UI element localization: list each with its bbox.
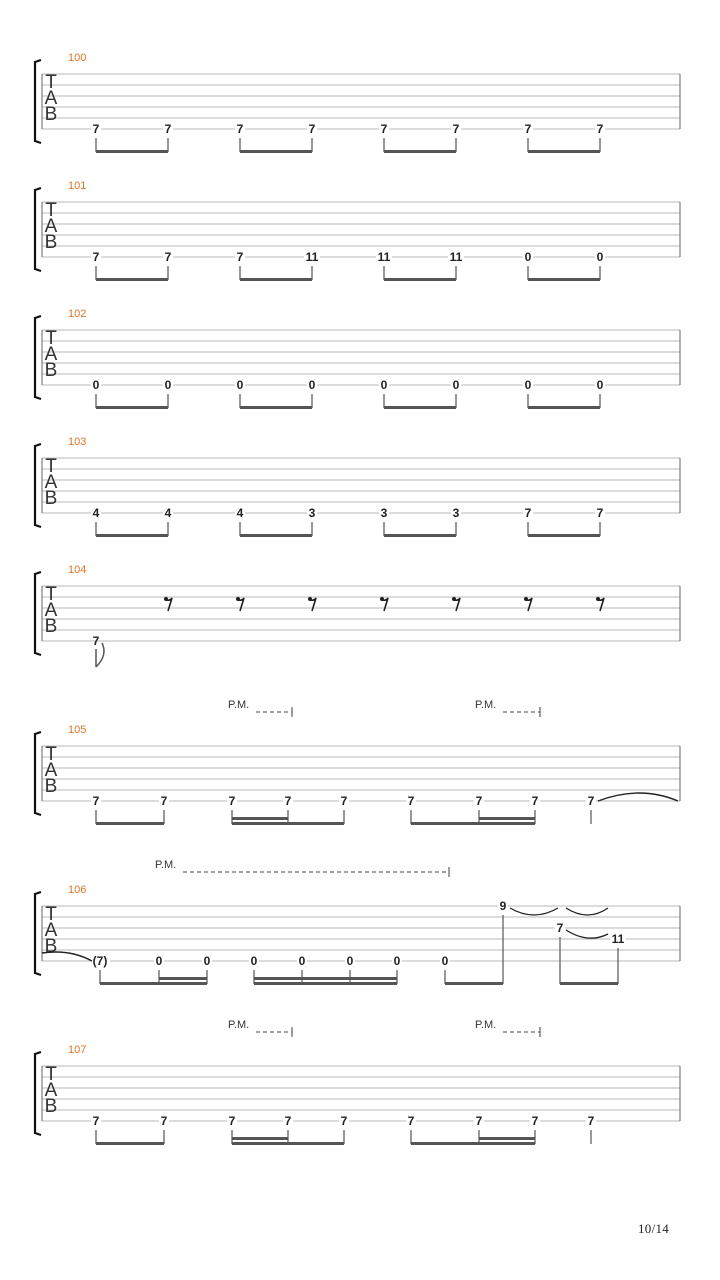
measure-104 bbox=[35, 564, 680, 667]
eighth-rest-stroke bbox=[166, 598, 172, 611]
fret-number: 3 bbox=[308, 506, 316, 520]
fret-number: 7 bbox=[160, 794, 168, 808]
beam bbox=[445, 982, 503, 985]
fret-number: 7 bbox=[531, 1114, 539, 1128]
fret-number: 0 bbox=[164, 378, 172, 392]
fret-number: 0 bbox=[393, 954, 401, 968]
tab-clef-letter: A bbox=[44, 760, 58, 781]
palm-mute-label: P.M. bbox=[228, 699, 250, 711]
secondary-beam bbox=[479, 817, 535, 820]
fret-number: 3 bbox=[380, 506, 388, 520]
fret-number: 7 bbox=[407, 1114, 415, 1128]
fret-number: 7 bbox=[452, 122, 460, 136]
tab-clef-letter: A bbox=[44, 920, 58, 941]
tab-clef-letter: B bbox=[44, 776, 58, 797]
eighth-rest-stroke bbox=[382, 598, 388, 611]
tab-clef-letter: T bbox=[45, 200, 57, 221]
fret-number: 7 bbox=[475, 794, 483, 808]
fret-number: 0 bbox=[155, 954, 163, 968]
beam bbox=[411, 822, 535, 825]
tab-clef-letter: T bbox=[45, 904, 57, 925]
fret-number: 0 bbox=[596, 378, 604, 392]
beam bbox=[96, 150, 168, 153]
bar-number: 104 bbox=[68, 564, 87, 576]
fret-number: 7 bbox=[228, 794, 236, 808]
measure-103 bbox=[35, 436, 680, 537]
fret-number: 7 bbox=[92, 794, 100, 808]
palm-mute-label: P.M. bbox=[475, 1019, 497, 1031]
palm-mute-label: P.M. bbox=[228, 1019, 250, 1031]
fret-number: 7 bbox=[587, 794, 595, 808]
tab-clef-letter: A bbox=[44, 216, 58, 237]
system-bracket bbox=[35, 892, 41, 975]
fret-number: 7 bbox=[380, 122, 388, 136]
system-bracket bbox=[35, 572, 41, 655]
page-number: 10/14 bbox=[638, 1221, 670, 1236]
fret-number: 7 bbox=[228, 1114, 236, 1128]
fret-number: 0 bbox=[441, 954, 449, 968]
fret-number: 7 bbox=[160, 1114, 168, 1128]
tab-clef-letter: T bbox=[45, 328, 57, 349]
fret-number: 0 bbox=[380, 378, 388, 392]
fret-number: 0 bbox=[298, 954, 306, 968]
fret-number: 7 bbox=[236, 122, 244, 136]
secondary-beam bbox=[254, 977, 397, 980]
measure-105 bbox=[35, 699, 680, 825]
fret-number: 7 bbox=[164, 250, 172, 264]
bar-number: 102 bbox=[68, 308, 87, 320]
fret-number: 7 bbox=[92, 634, 100, 648]
tab-clef-letter: B bbox=[44, 360, 58, 381]
tab-clef-letter: T bbox=[45, 456, 57, 477]
system-bracket bbox=[35, 444, 41, 527]
fret-number: 11 bbox=[377, 250, 391, 264]
tab-clef-letter: T bbox=[45, 744, 57, 765]
tab-clef-letter: B bbox=[44, 1096, 58, 1117]
beam bbox=[384, 406, 456, 409]
bar-number: 107 bbox=[68, 1044, 87, 1056]
tab-clef-letter: B bbox=[44, 104, 58, 125]
fret-number: 7 bbox=[308, 122, 316, 136]
tab-clef-letter: A bbox=[44, 344, 58, 365]
bar-number: 105 bbox=[68, 724, 87, 736]
bar-number: 106 bbox=[68, 884, 87, 896]
fret-number: 7 bbox=[284, 1114, 292, 1128]
fret-number: 7 bbox=[284, 794, 292, 808]
tie bbox=[598, 793, 678, 801]
fret-number: 7 bbox=[340, 1114, 348, 1128]
secondary-beam bbox=[232, 1137, 288, 1140]
fret-number: 7 bbox=[524, 506, 532, 520]
eighth-rest-stroke bbox=[310, 598, 316, 611]
bar-number: 103 bbox=[68, 436, 87, 448]
beam bbox=[411, 1142, 535, 1145]
beam bbox=[100, 982, 207, 985]
eighth-rest-stroke bbox=[526, 598, 532, 611]
palm-mute-label: P.M. bbox=[475, 699, 497, 711]
beam bbox=[528, 278, 600, 281]
secondary-beam bbox=[159, 977, 207, 980]
tab-clef-letter: T bbox=[45, 1064, 57, 1085]
fret-number: 7 bbox=[596, 506, 604, 520]
fret-number: 7 bbox=[524, 122, 532, 136]
tab-clef-letter: B bbox=[44, 488, 58, 509]
secondary-beam bbox=[479, 1137, 535, 1140]
beam bbox=[240, 534, 312, 537]
measure-101 bbox=[35, 180, 680, 281]
beam bbox=[254, 982, 397, 985]
beam bbox=[384, 278, 456, 281]
beam bbox=[384, 150, 456, 153]
fret-number: 0 bbox=[250, 954, 258, 968]
fret-number: 0 bbox=[524, 378, 532, 392]
fret-number: 11 bbox=[449, 250, 463, 264]
fret-number: 0 bbox=[92, 378, 100, 392]
beam bbox=[232, 822, 344, 825]
fret-number: 0 bbox=[346, 954, 354, 968]
palm-mute-label: P.M. bbox=[155, 859, 177, 871]
system-bracket bbox=[35, 732, 41, 815]
system-bracket bbox=[35, 316, 41, 399]
fret-number: 7 bbox=[556, 921, 564, 935]
beam bbox=[96, 406, 168, 409]
beam bbox=[240, 150, 312, 153]
fret-number: (7) bbox=[92, 954, 108, 968]
tab-clef-letter: B bbox=[44, 936, 58, 957]
bar-number: 100 bbox=[68, 52, 87, 64]
fret-number: 7 bbox=[92, 1114, 100, 1128]
tab-clef-letter: A bbox=[44, 472, 58, 493]
measure-102 bbox=[35, 308, 680, 409]
fret-number: 7 bbox=[587, 1114, 595, 1128]
fret-number: 7 bbox=[407, 794, 415, 808]
fret-number: 3 bbox=[452, 506, 460, 520]
fret-number: 0 bbox=[236, 378, 244, 392]
beam bbox=[560, 982, 618, 985]
tie bbox=[510, 908, 558, 915]
beam bbox=[96, 822, 164, 825]
tab-clef-letter: T bbox=[45, 584, 57, 605]
system-bracket bbox=[35, 1052, 41, 1135]
fret-number: 4 bbox=[236, 506, 244, 520]
fret-number: 7 bbox=[475, 1114, 483, 1128]
fret-number: 0 bbox=[596, 250, 604, 264]
tie bbox=[566, 930, 608, 938]
measure-107 bbox=[35, 1019, 680, 1145]
beam bbox=[96, 1142, 164, 1145]
tab-clef-letter: A bbox=[44, 1080, 58, 1101]
beam bbox=[240, 278, 312, 281]
fret-number: 0 bbox=[524, 250, 532, 264]
tab-clef-letter: B bbox=[44, 616, 58, 637]
beam bbox=[240, 406, 312, 409]
beam bbox=[528, 534, 600, 537]
fret-number: 9 bbox=[499, 899, 507, 913]
fret-number: 7 bbox=[340, 794, 348, 808]
tab-clef-letter: A bbox=[44, 88, 58, 109]
fret-number: 4 bbox=[164, 506, 172, 520]
eighth-rest-stroke bbox=[598, 598, 604, 611]
fret-number: 0 bbox=[308, 378, 316, 392]
eighth-rest-stroke bbox=[454, 598, 460, 611]
beam bbox=[96, 278, 168, 281]
fret-number: 0 bbox=[203, 954, 211, 968]
tie bbox=[566, 908, 608, 915]
beam bbox=[528, 406, 600, 409]
system-bracket bbox=[35, 60, 41, 143]
tab-clef-letter: B bbox=[44, 232, 58, 253]
eighth-rest-stroke bbox=[238, 598, 244, 611]
fret-number: 11 bbox=[611, 932, 625, 946]
fret-number: 7 bbox=[92, 122, 100, 136]
beam bbox=[528, 150, 600, 153]
tab-clef-letter: T bbox=[45, 72, 57, 93]
beam bbox=[384, 534, 456, 537]
measure-106 bbox=[35, 859, 680, 985]
measure-100 bbox=[35, 52, 680, 153]
beam bbox=[96, 534, 168, 537]
secondary-beam bbox=[232, 817, 288, 820]
fret-number: 7 bbox=[596, 122, 604, 136]
fret-number: 7 bbox=[164, 122, 172, 136]
fret-number: 11 bbox=[305, 250, 319, 264]
fret-number: 7 bbox=[236, 250, 244, 264]
bar-number: 101 bbox=[68, 180, 87, 192]
fret-number: 0 bbox=[452, 378, 460, 392]
beam bbox=[232, 1142, 344, 1145]
tab-clef-letter: A bbox=[44, 600, 58, 621]
system-bracket bbox=[35, 188, 41, 271]
fret-number: 4 bbox=[92, 506, 100, 520]
fret-number: 7 bbox=[531, 794, 539, 808]
fret-number: 7 bbox=[92, 250, 100, 264]
